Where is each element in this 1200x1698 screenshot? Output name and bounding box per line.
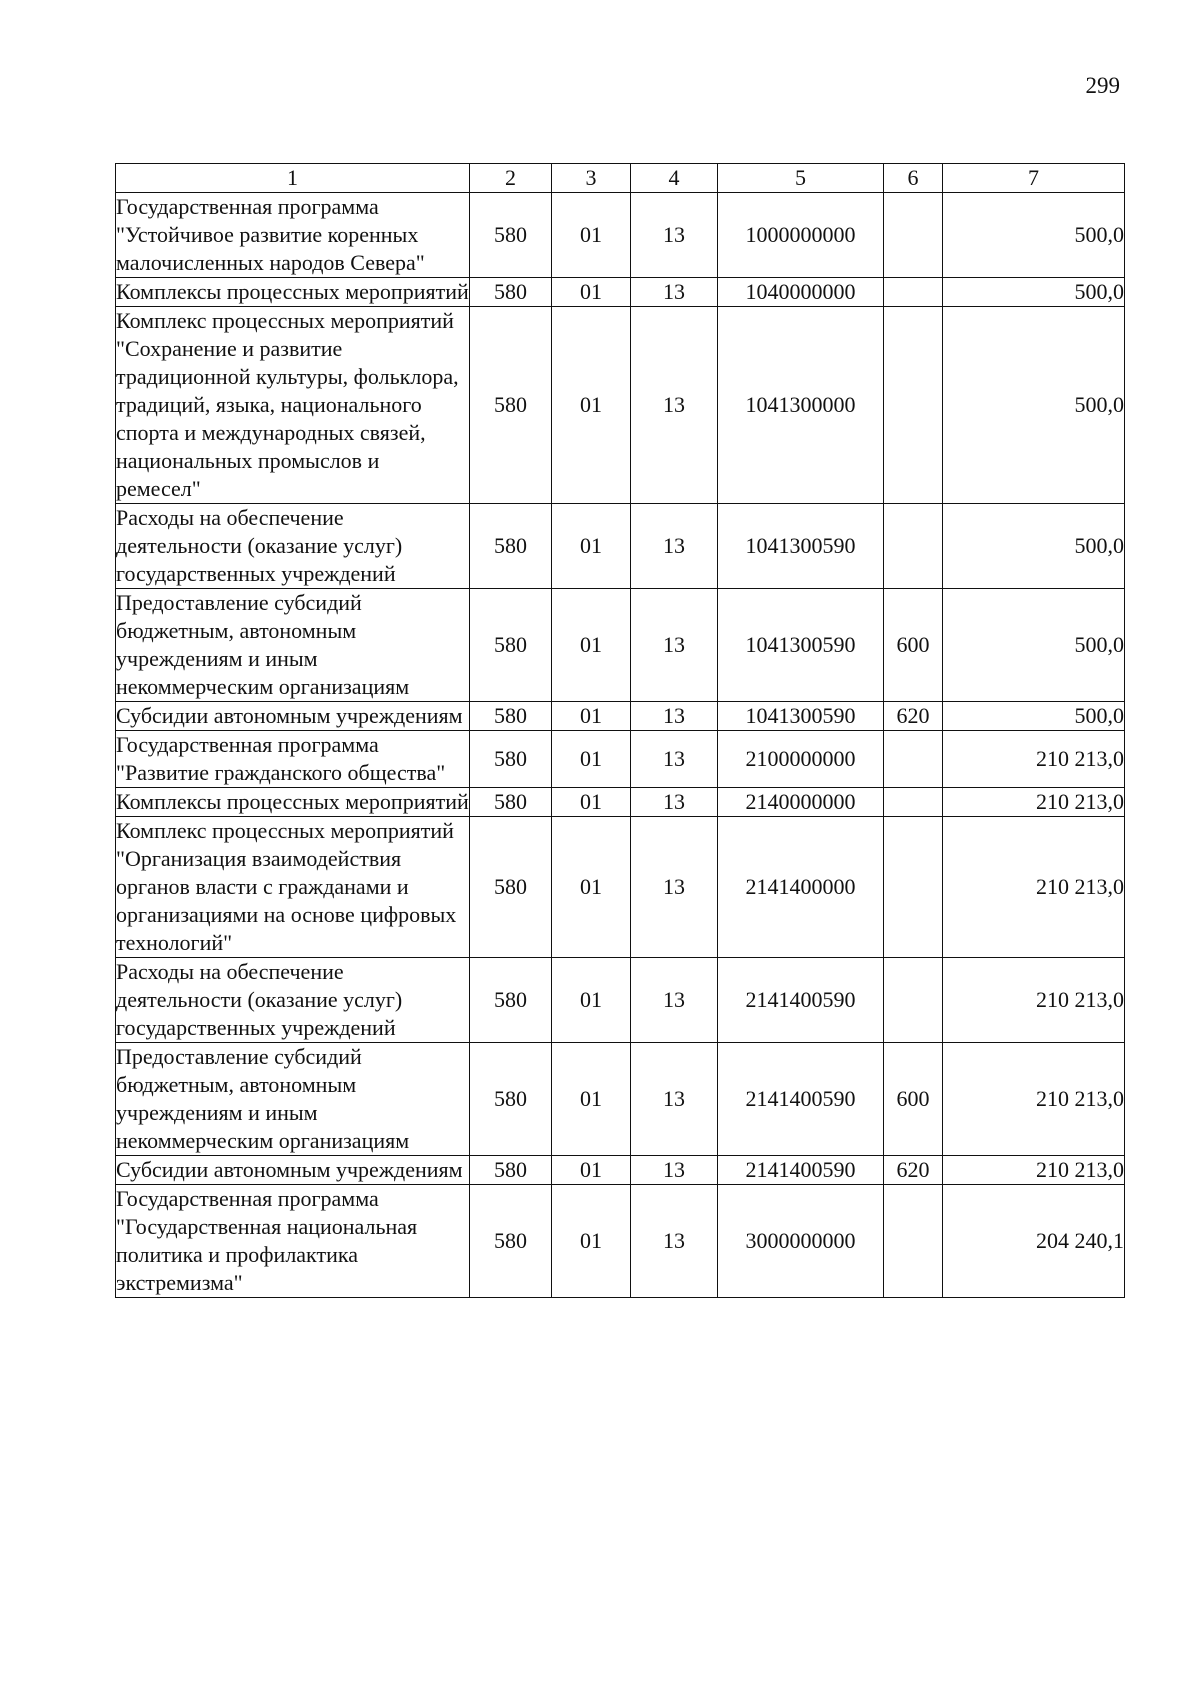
- row-name: Комплекс процессных мероприятий "Организация взаимодействия органов власти с гражданами и организациями на основе цифровых технологий": [116, 817, 470, 958]
- row-col-4: 13: [631, 278, 718, 307]
- row-col-6: 600: [884, 589, 943, 702]
- row-col-6: [884, 958, 943, 1043]
- row-col-2: 580: [470, 731, 552, 788]
- row-col-2: 580: [470, 788, 552, 817]
- row-col-2: 580: [470, 1156, 552, 1185]
- header-col-1: 1: [116, 164, 470, 193]
- table-row: [116, 504, 1125, 589]
- row-col-2: 580: [470, 817, 552, 958]
- table-row: [116, 193, 1125, 278]
- row-col-4: 13: [631, 504, 718, 589]
- row-col-2: 580: [470, 278, 552, 307]
- row-col-2: 580: [470, 1043, 552, 1156]
- table-row: [116, 589, 1125, 702]
- row-col-7: 210 213,0: [943, 1156, 1125, 1185]
- row-col-4: 13: [631, 1043, 718, 1156]
- header-col-4: 4: [631, 164, 718, 193]
- row-col-5: 1041300590: [718, 702, 884, 731]
- row-col-2: 580: [470, 504, 552, 589]
- row-col-6: [884, 731, 943, 788]
- row-col-6: 620: [884, 1156, 943, 1185]
- row-col-6: [884, 788, 943, 817]
- row-col-7: 500,0: [943, 307, 1125, 504]
- row-name: Субсидии автономным учреждениям: [116, 702, 470, 731]
- row-col-3: 01: [552, 193, 631, 278]
- row-col-4: 13: [631, 193, 718, 278]
- row-col-7: 500,0: [943, 504, 1125, 589]
- row-name: Предоставление субсидий бюджетным, автономным учреждениям и иным некоммерческим организациям: [116, 1043, 470, 1156]
- row-col-7: 500,0: [943, 589, 1125, 702]
- row-col-4: 13: [631, 731, 718, 788]
- row-name: Государственная программа "Развитие гражданского общества": [116, 731, 470, 788]
- row-col-3: 01: [552, 1185, 631, 1298]
- row-col-7: 204 240,1: [943, 1185, 1125, 1298]
- row-col-5: 1041300000: [718, 307, 884, 504]
- row-col-4: 13: [631, 589, 718, 702]
- header-col-2: 2: [470, 164, 552, 193]
- row-col-4: 13: [631, 702, 718, 731]
- row-col-4: 13: [631, 1156, 718, 1185]
- row-col-2: 580: [470, 307, 552, 504]
- row-col-3: 01: [552, 307, 631, 504]
- row-col-3: 01: [552, 702, 631, 731]
- row-col-2: 580: [470, 1185, 552, 1298]
- budget-table: [115, 163, 1125, 1298]
- table-row: [116, 817, 1125, 958]
- row-col-7: 210 213,0: [943, 1043, 1125, 1156]
- row-col-2: 580: [470, 193, 552, 278]
- table-row: [116, 307, 1125, 504]
- row-col-4: 13: [631, 817, 718, 958]
- row-col-6: [884, 307, 943, 504]
- row-col-4: 13: [631, 1185, 718, 1298]
- row-col-5: 2141400590: [718, 958, 884, 1043]
- row-col-6: [884, 1185, 943, 1298]
- row-col-4: 13: [631, 958, 718, 1043]
- row-col-6: 620: [884, 702, 943, 731]
- table-row: [116, 1185, 1125, 1298]
- table-header: [116, 164, 1125, 193]
- table-row: [116, 731, 1125, 788]
- row-col-7: 500,0: [943, 278, 1125, 307]
- row-col-6: [884, 278, 943, 307]
- table-row: [116, 1043, 1125, 1156]
- row-col-5: 2141400000: [718, 817, 884, 958]
- row-col-7: 210 213,0: [943, 817, 1125, 958]
- row-col-3: 01: [552, 1156, 631, 1185]
- row-name: Комплексы процессных мероприятий: [116, 278, 470, 307]
- row-name: Субсидии автономным учреждениям: [116, 1156, 470, 1185]
- table-row: [116, 958, 1125, 1043]
- row-col-2: 580: [470, 589, 552, 702]
- row-col-6: [884, 504, 943, 589]
- row-name: Комплексы процессных мероприятий: [116, 788, 470, 817]
- table-row: [116, 1156, 1125, 1185]
- row-name: Расходы на обеспечение деятельности (оказание услуг) государственных учреждений: [116, 958, 470, 1043]
- row-col-7: 210 213,0: [943, 788, 1125, 817]
- header-col-3: 3: [552, 164, 631, 193]
- row-col-5: 2141400590: [718, 1043, 884, 1156]
- row-col-3: 01: [552, 278, 631, 307]
- row-name: Государственная программа "Государственная национальная политика и профилактика экстремизма": [116, 1185, 470, 1298]
- table-row: [116, 788, 1125, 817]
- table-body: [116, 193, 1125, 1298]
- row-col-7: 500,0: [943, 702, 1125, 731]
- row-col-5: 2140000000: [718, 788, 884, 817]
- row-name: Комплекс процессных мероприятий "Сохранение и развитие традиционной культуры, фольклора, традиций, языка, национального спорта и международных связей, национальных промыслов и ремесел": [116, 307, 470, 504]
- row-col-4: 13: [631, 788, 718, 817]
- page-number: 299: [1085, 73, 1120, 98]
- row-col-3: 01: [552, 1043, 631, 1156]
- row-col-3: 01: [552, 817, 631, 958]
- row-col-7: 210 213,0: [943, 958, 1125, 1043]
- header-row: [116, 164, 1125, 193]
- row-col-6: [884, 193, 943, 278]
- row-col-5: 1041300590: [718, 589, 884, 702]
- row-col-6: [884, 817, 943, 958]
- row-col-5: 2141400590: [718, 1156, 884, 1185]
- table-row: [116, 278, 1125, 307]
- row-col-3: 01: [552, 504, 631, 589]
- row-col-6: 600: [884, 1043, 943, 1156]
- row-name: Государственная программа "Устойчивое развитие коренных малочисленных народов Севера": [116, 193, 470, 278]
- row-col-5: 3000000000: [718, 1185, 884, 1298]
- row-col-2: 580: [470, 958, 552, 1043]
- row-col-5: 2100000000: [718, 731, 884, 788]
- row-col-3: 01: [552, 731, 631, 788]
- row-col-5: 1000000000: [718, 193, 884, 278]
- row-col-3: 01: [552, 589, 631, 702]
- row-col-5: 1040000000: [718, 278, 884, 307]
- row-col-7: 500,0: [943, 193, 1125, 278]
- row-col-5: 1041300590: [718, 504, 884, 589]
- row-name: Расходы на обеспечение деятельности (оказание услуг) государственных учреждений: [116, 504, 470, 589]
- row-name: Предоставление субсидий бюджетным, автономным учреждениям и иным некоммерческим организациям: [116, 589, 470, 702]
- row-col-2: 580: [470, 702, 552, 731]
- row-col-4: 13: [631, 307, 718, 504]
- table-row: [116, 702, 1125, 731]
- header-col-6: 6: [884, 164, 943, 193]
- header-col-5: 5: [718, 164, 884, 193]
- row-col-3: 01: [552, 788, 631, 817]
- row-col-7: 210 213,0: [943, 731, 1125, 788]
- row-col-3: 01: [552, 958, 631, 1043]
- header-col-7: 7: [943, 164, 1125, 193]
